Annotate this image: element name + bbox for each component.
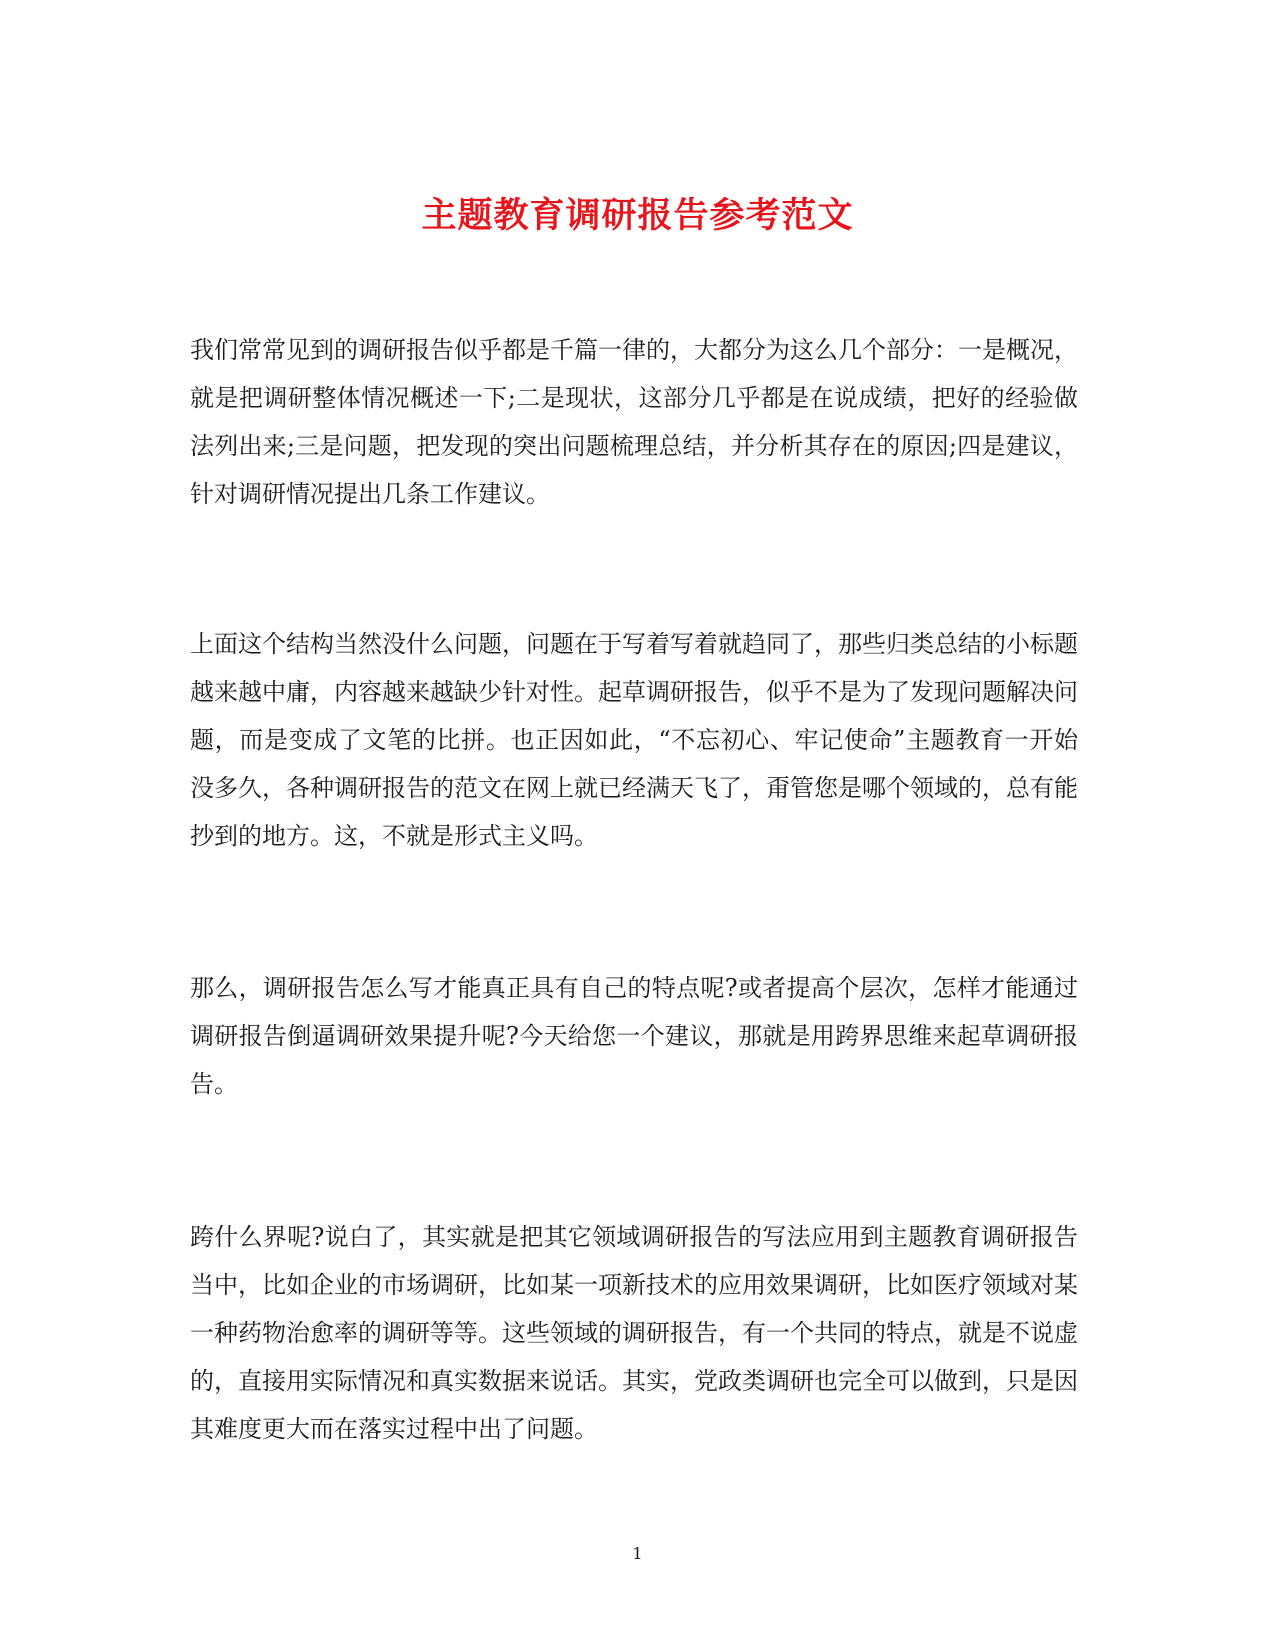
paragraph-3: 那么，调研报告怎么写才能真正具有自己的特点呢?或者提高个层次，怎样才能通过调研报告倒逼调研效果提升呢?今天给您一个建议，那就是用跨界思维来起草调研报告。 [190, 974, 1078, 1098]
paragraph-1: 我们常常见到的调研报告似乎都是千篇一律的，大都分为这么几个部分：一是概况，就是把调研整体情况概述一下;二是现状，这部分几乎都是在说成绩，把好的经验做法列出来;三是问题，把发现的突出问题梳理总结，并分析其存在的原因;四是建议，针对调研情况提出几条工作建议。 [190, 336, 1078, 508]
paragraph-4: 跨什么界呢?说白了，其实就是把其它领域调研报告的写法应用到主题教育调研报告当中，比如企业的市场调研，比如某一项新技术的应用效果调研，比如医疗领域对某一种药物治愈率的调研等等。这些领域的调研报告，有一个共同的特点，就是不说虚的，直接用实际情况和真实数据来说话。其实，党政类调研也完全可以做到，只是因其难度更大而在落实过程中出了问题。 [190, 1223, 1078, 1443]
paragraph-2: 上面这个结构当然没什么问题，问题在于写着写着就趋同了，那些归类总结的小标题越来越中庸，内容越来越缺少针对性。起草调研报告，似乎不是为了发现问题解决问题，而是变成了文笔的比拼。也正因如此，“不忘初心、牢记使命”主题教育一开始没多久，各种调研报告的范文在网上就已经满天飞了，甭管您是哪个领域的，总有能抄到的地方。这，不就是形式主义吗。 [190, 630, 1078, 850]
document-title: 主题教育调研报告参考范文 [421, 195, 854, 237]
page-number: 1 [632, 1544, 643, 1563]
